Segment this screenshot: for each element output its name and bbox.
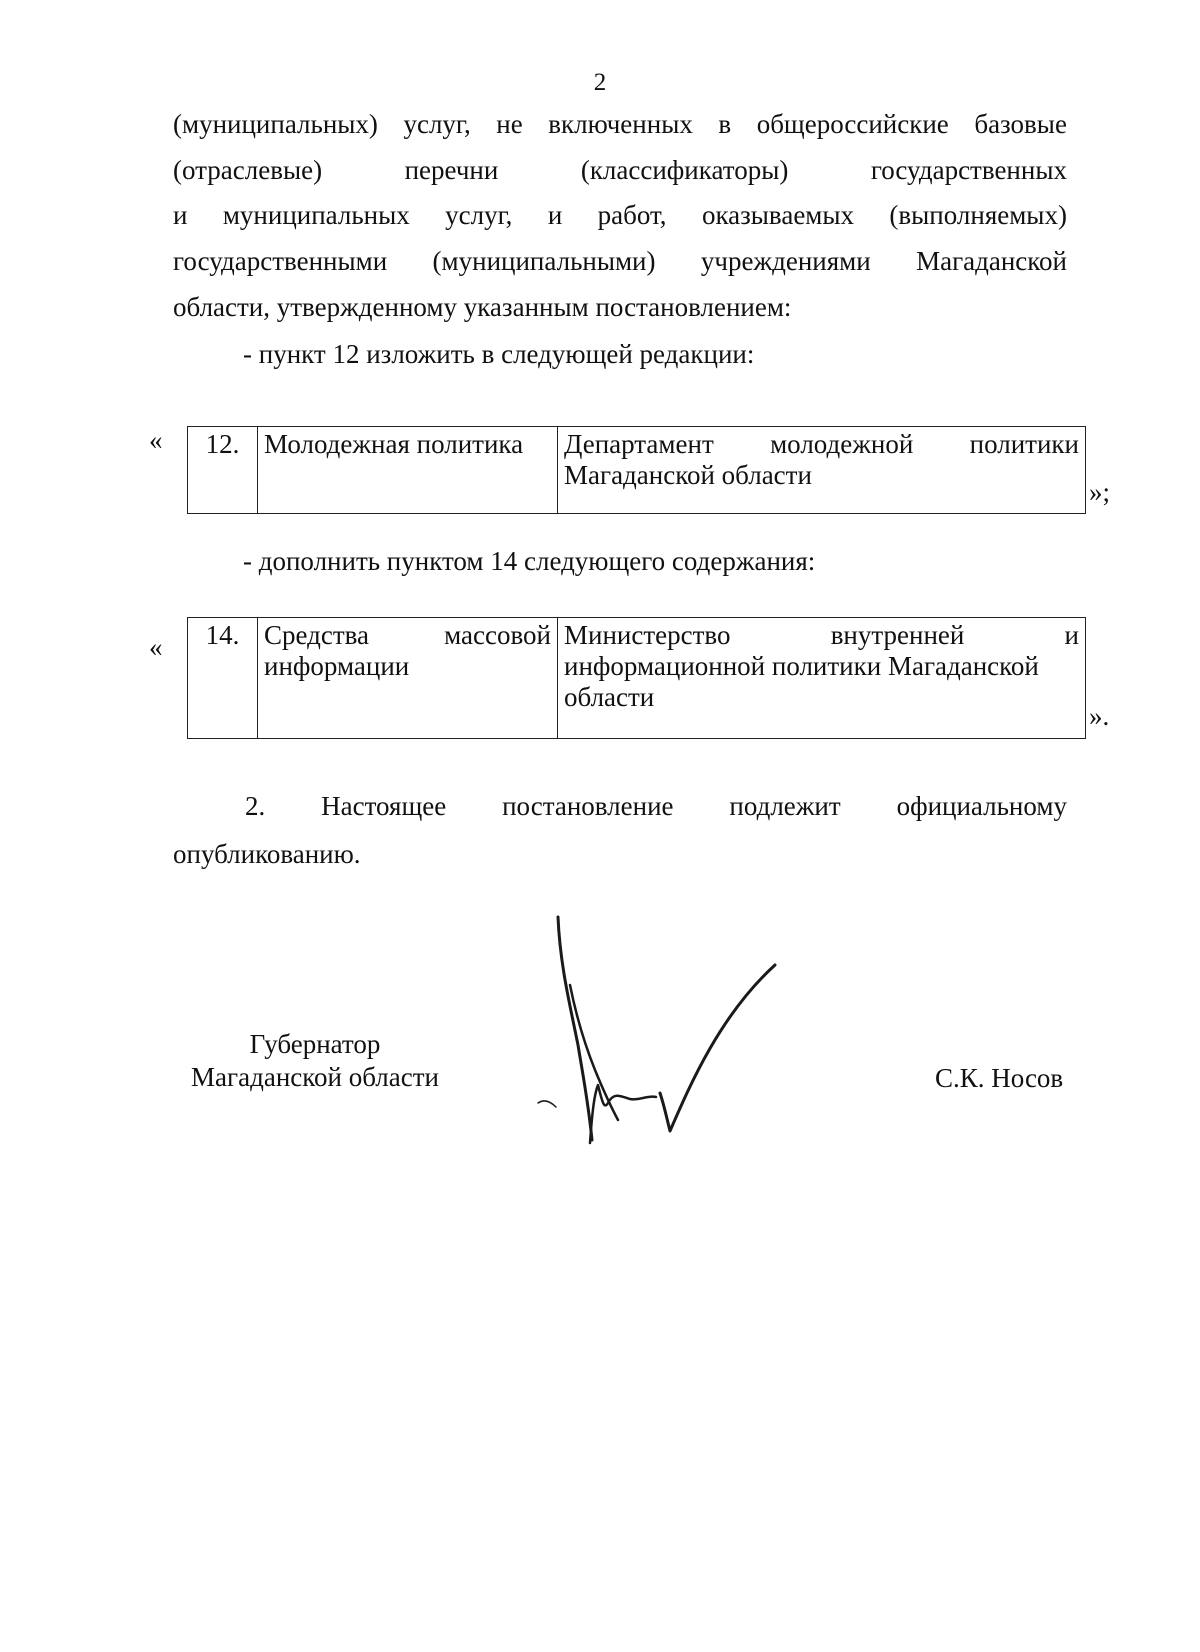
word: (муниципальных): [173, 109, 378, 139]
word: государственными: [173, 246, 388, 276]
word: Настоящее: [321, 791, 447, 821]
word: (классификаторы): [580, 155, 789, 185]
word: Магаданской: [916, 246, 1067, 276]
paragraph-2-line-2: опубликованию.: [173, 839, 361, 869]
word: политики: [969, 429, 1079, 459]
name-line-2: информации: [264, 651, 410, 681]
word: базовые: [974, 109, 1067, 139]
item-number: 12.: [188, 427, 258, 514]
org-line-2: информационной политики Магаданской: [564, 651, 1039, 681]
word: внутренней: [830, 620, 965, 650]
table-row: [188, 618, 1086, 739]
org-line-3: области: [564, 682, 655, 712]
item-number: 14.: [188, 618, 258, 739]
word: 2.: [245, 791, 266, 821]
position-line-1: Губернатор: [249, 1029, 381, 1059]
item-name: Молодежная политика: [258, 427, 558, 514]
signatory-position: [170, 1028, 460, 1094]
table-row: [188, 427, 1086, 514]
word: и: [547, 200, 563, 230]
open-quote: «: [149, 425, 163, 455]
word: и: [1064, 620, 1079, 650]
intro-line-2: [173, 154, 1067, 186]
word: (выполняемых): [889, 200, 1067, 230]
page-number: 2: [593, 69, 607, 96]
word: Министерство: [564, 620, 731, 650]
word: массовой: [444, 620, 551, 650]
word: не: [496, 109, 523, 139]
close-quote: »;: [1089, 477, 1111, 507]
word: государственных: [870, 155, 1067, 185]
word: оказываемых: [701, 200, 855, 230]
word: Департамент: [564, 429, 714, 459]
word: постановление: [502, 791, 674, 821]
org-line-1: [564, 429, 1079, 460]
word: услуг,: [445, 200, 513, 230]
intro-line-5: области, утвержденному указанным постановлением:: [173, 292, 792, 322]
item-name: [258, 618, 558, 739]
amendment-table-14: [187, 617, 1086, 739]
word: муниципальных: [222, 200, 410, 230]
handwritten-signature: [530, 905, 790, 1155]
word: работ,: [597, 200, 667, 230]
item-organization: [558, 618, 1086, 739]
org-line-1: [564, 620, 1079, 651]
word: включенных: [548, 109, 693, 139]
intro-line-1: [173, 108, 1067, 140]
word: подлежит: [729, 791, 841, 821]
open-quote: «: [149, 632, 163, 662]
paragraph-2-line-1: [245, 790, 1067, 822]
word: молодежной: [770, 429, 914, 459]
amendment-table-12: [187, 426, 1086, 514]
word: в: [718, 109, 732, 139]
position-line-2: Магаданской области: [191, 1062, 439, 1092]
word: официальному: [896, 791, 1067, 821]
close-quote: ».: [1089, 701, 1110, 731]
word: и: [173, 200, 188, 230]
word: (отраслевые): [173, 155, 323, 185]
word: Средства: [264, 620, 370, 650]
item-organization: [558, 427, 1086, 514]
name-line-1: [264, 620, 551, 651]
signatory-name: С.К. Носов: [935, 1063, 1064, 1093]
word: услуг,: [403, 109, 471, 139]
org-line-2: Магаданской области: [564, 460, 812, 490]
word: учреждениями: [700, 246, 871, 276]
word: перечни: [404, 155, 499, 185]
intro-line-3: [173, 199, 1067, 231]
word: общероссийские: [756, 109, 949, 139]
intro-line-4: [173, 245, 1067, 277]
item-14-intro: - дополнить пунктом 14 следующего содержания:: [243, 546, 816, 576]
word: (муниципальными): [432, 246, 656, 276]
item-12-intro: - пункт 12 изложить в следующей редакции:: [243, 339, 755, 369]
